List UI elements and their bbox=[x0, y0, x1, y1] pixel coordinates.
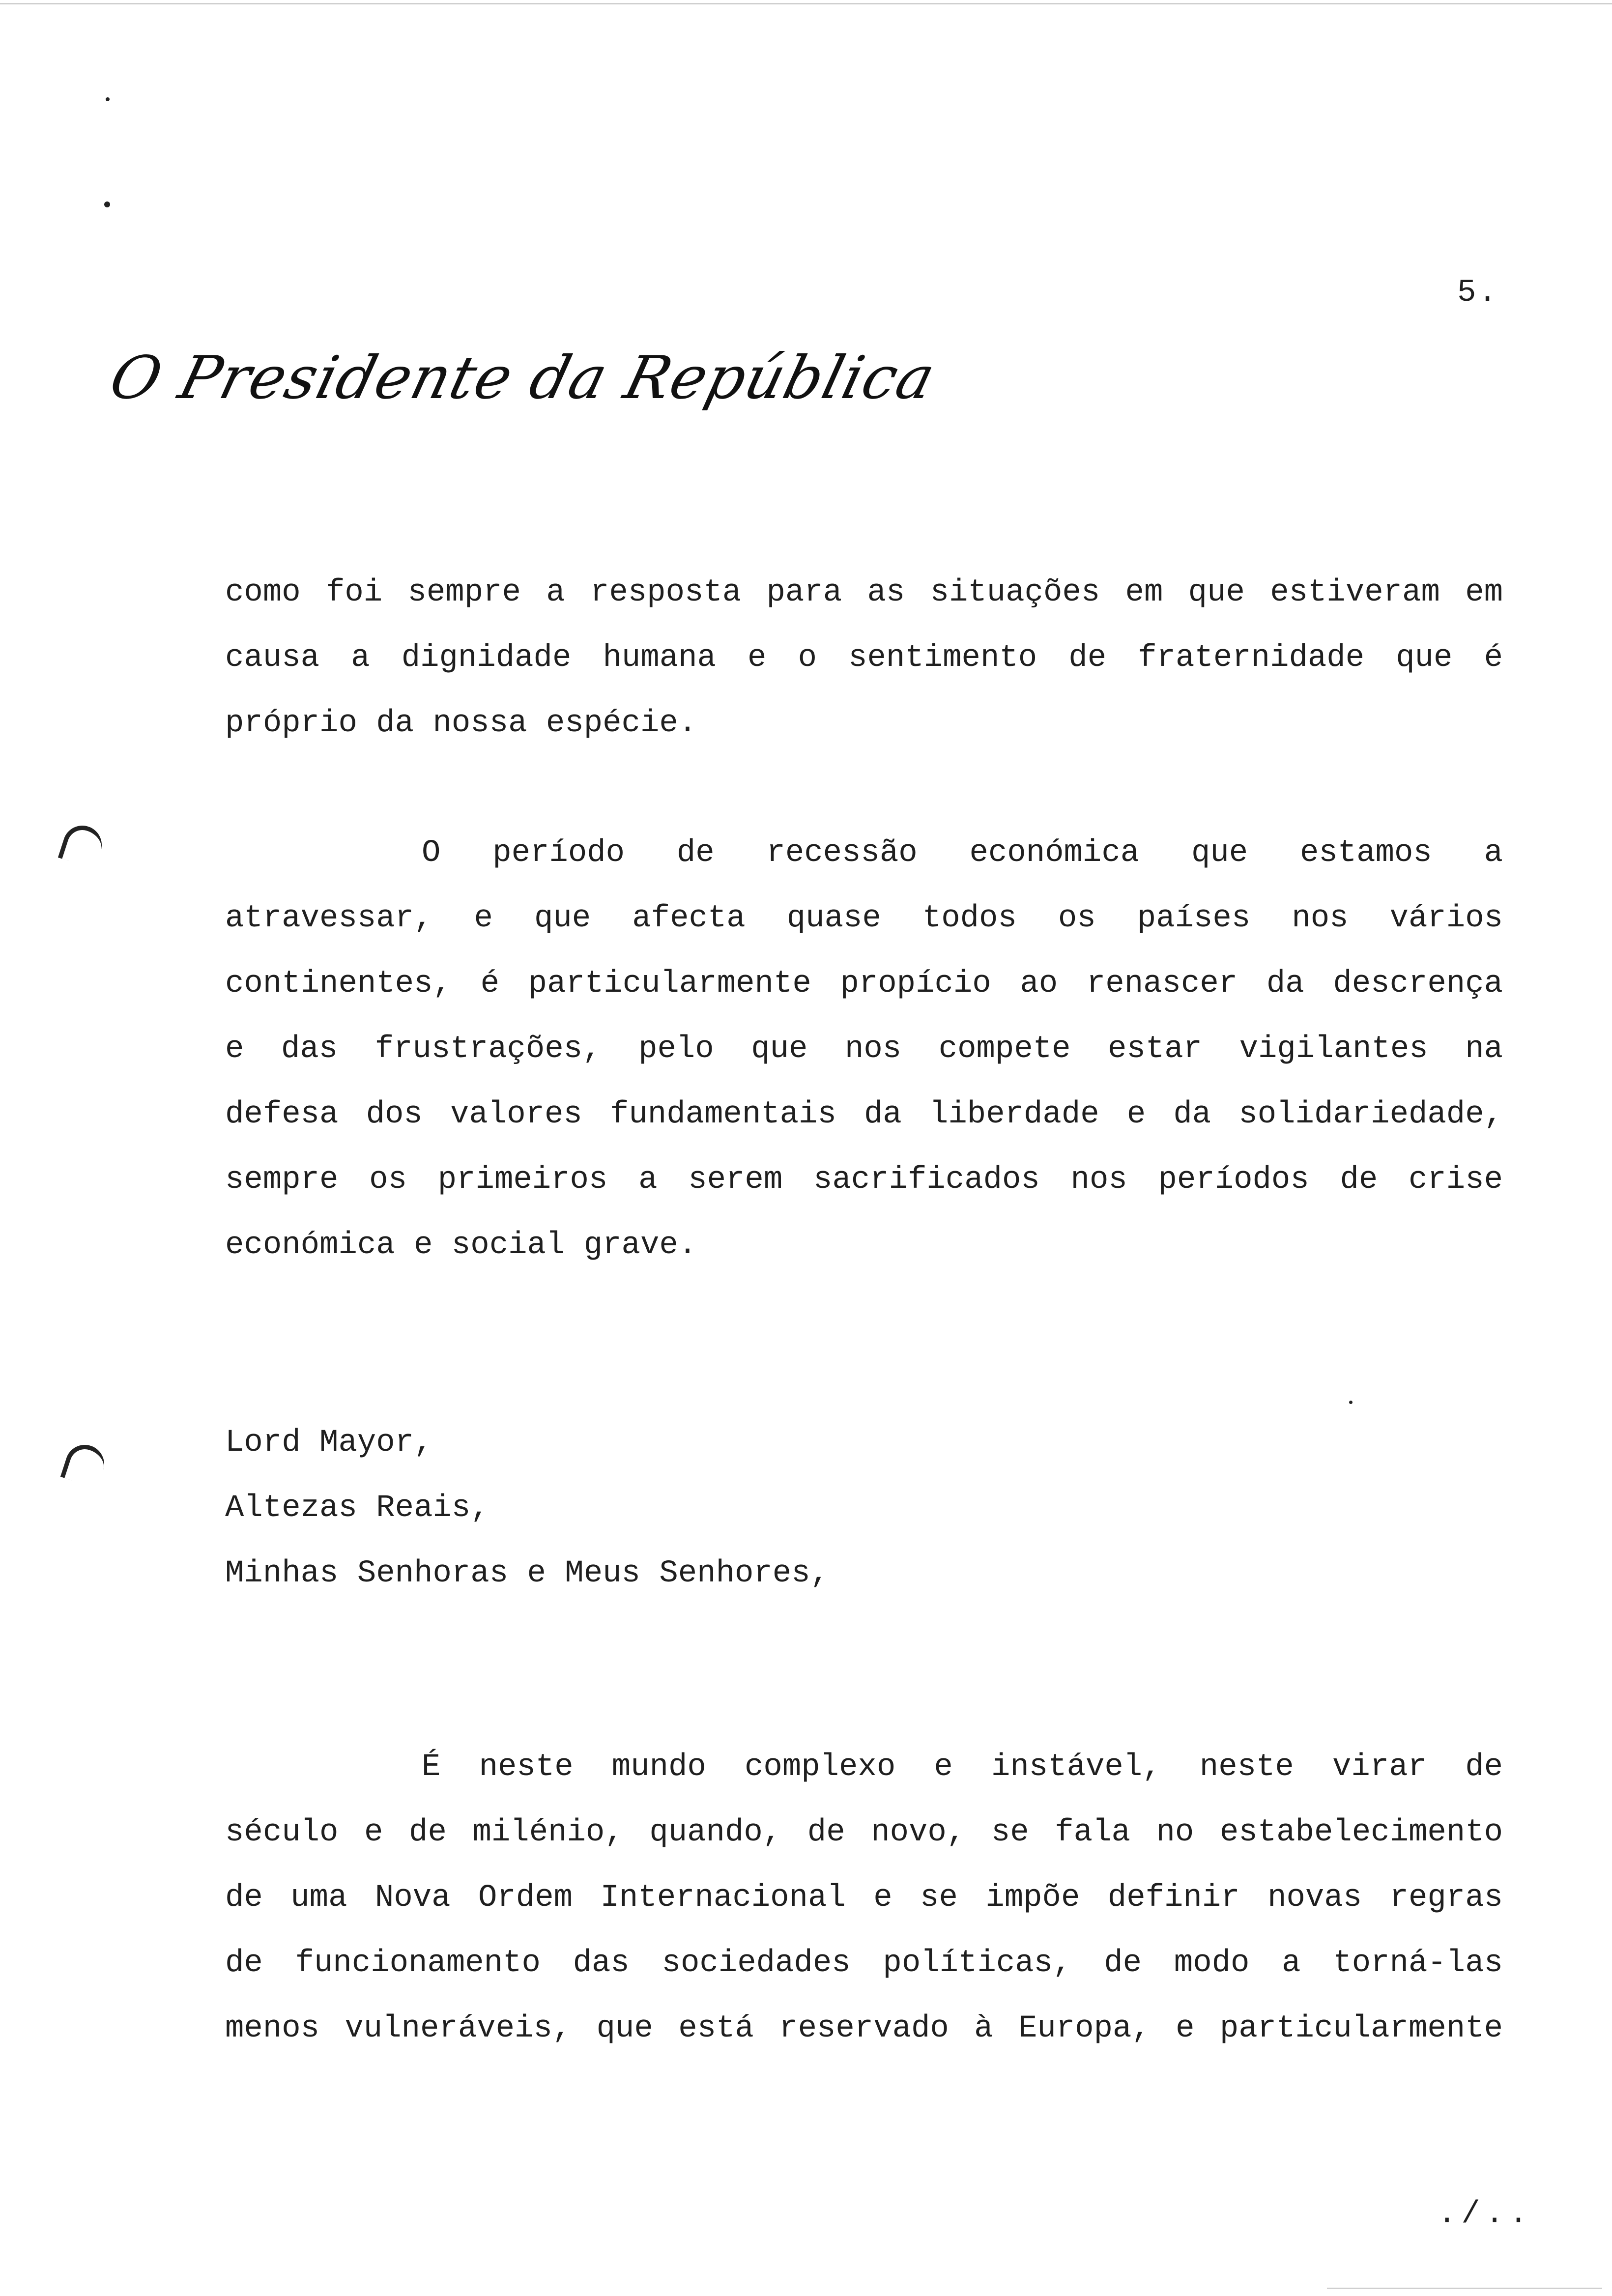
text-line: É neste mundo complexo e instável, neste virar de bbox=[422, 1750, 1503, 1785]
text-line: século e de milénio, quando, de novo, se fala no estabelecimento bbox=[225, 1815, 1503, 1850]
text-line: e das frustrações, pelo que nos compete estar vigilantes na bbox=[225, 1032, 1503, 1067]
margin-bracket-mark bbox=[60, 1440, 110, 1489]
text-line: Minhas Senhoras e Meus Senhores, bbox=[225, 1556, 829, 1591]
text-line: defesa dos valores fundamentais da liberdade e da solidariedade, bbox=[225, 1097, 1503, 1132]
text-line: menos vulneráveis, que está reservado à Europa, e particularmente bbox=[225, 2011, 1503, 2046]
scan-dot-mark bbox=[104, 201, 110, 207]
text-line: Lord Mayor, bbox=[225, 1425, 433, 1461]
text-line: O período de recessão económica que estamos a bbox=[422, 835, 1503, 871]
scan-dot-mark bbox=[1349, 1401, 1353, 1404]
text-line: causa a dignidade humana e o sentimento de fraternidade que é bbox=[225, 640, 1503, 676]
continuation-mark: ./.. bbox=[1438, 2197, 1533, 2232]
text-line: como foi sempre a resposta para as situações em que estiveram em bbox=[225, 575, 1503, 610]
scan-edge-bottom bbox=[1327, 2288, 1602, 2289]
scan-dot-mark bbox=[106, 97, 110, 101]
paragraph-3 bbox=[225, 1735, 1503, 2062]
paragraph-1 bbox=[225, 560, 1503, 756]
text-line: de uma Nova Ordem Internacional e se impõe definir novas regras bbox=[225, 1880, 1503, 1916]
page-number: 5. bbox=[1457, 275, 1499, 311]
presidential-letterhead: O Presidente da República bbox=[103, 344, 943, 412]
scan-edge-top bbox=[0, 3, 1612, 4]
text-line: atravessar, e que afecta quase todos os países nos vários bbox=[225, 901, 1503, 936]
text-line: de funcionamento das sociedades políticas, de modo a torná-las bbox=[225, 1946, 1503, 1981]
salutation bbox=[225, 1410, 1503, 1607]
text-line: Altezas Reais, bbox=[225, 1491, 489, 1526]
text-line: económica e social grave. bbox=[225, 1228, 697, 1263]
text-line: próprio da nossa espécie. bbox=[225, 706, 697, 741]
text-line: continentes, é particularmente propício ao renascer da descrença bbox=[225, 966, 1503, 1002]
text-line: sempre os primeiros a serem sacrificados nos períodos de crise bbox=[225, 1162, 1503, 1198]
paragraph-2 bbox=[225, 821, 1503, 1278]
margin-bracket-mark bbox=[58, 821, 107, 870]
